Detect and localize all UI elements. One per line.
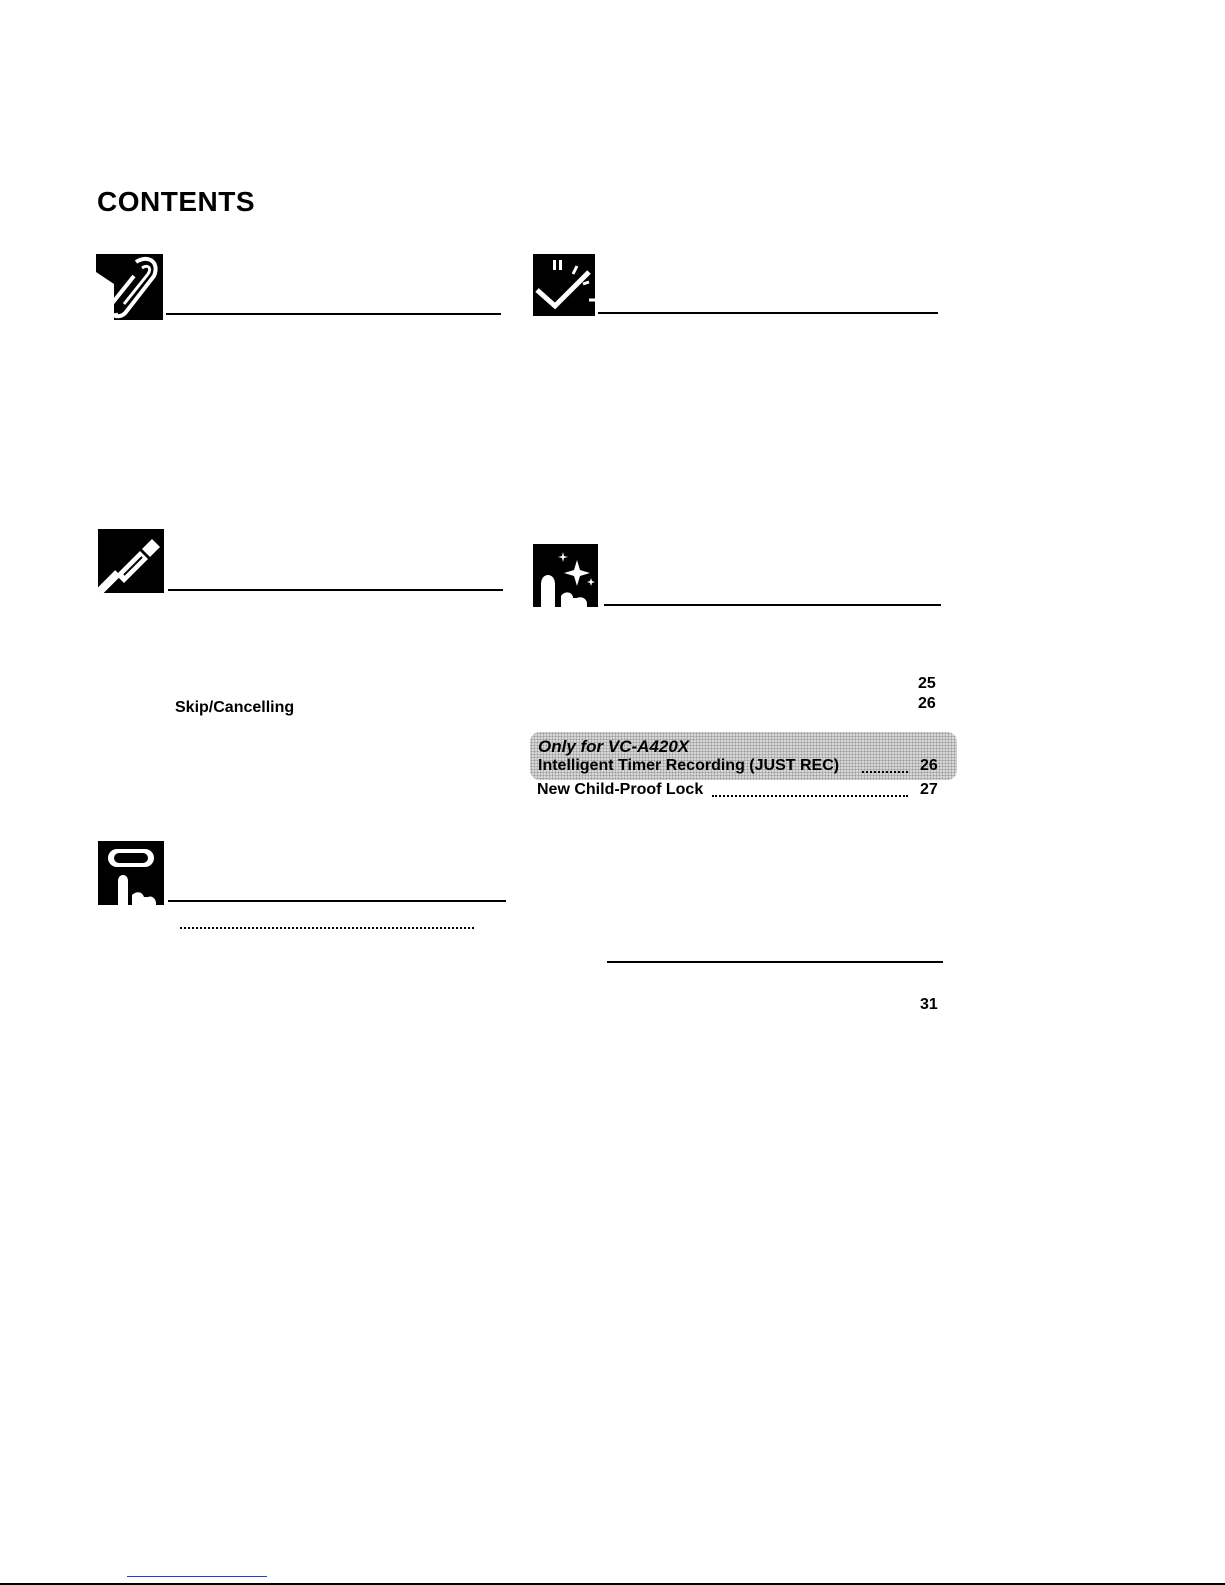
section-rule xyxy=(598,312,938,314)
finger-button-icon xyxy=(98,841,164,905)
model-note: Only for VC-A420X xyxy=(538,737,690,756)
page-number: 26 xyxy=(918,695,936,712)
page-title: CONTENTS xyxy=(97,186,255,217)
page-number: 26 xyxy=(920,757,938,774)
underline-mark xyxy=(127,1576,267,1577)
section-rule xyxy=(168,589,503,591)
paperclip-icon xyxy=(96,254,163,320)
section-rule xyxy=(607,961,943,963)
leader-dots xyxy=(180,927,474,929)
section-rule xyxy=(604,604,941,606)
leader-dots xyxy=(862,771,908,773)
page-number: 27 xyxy=(920,781,938,798)
cable-plug-icon xyxy=(98,529,164,593)
page-number: 25 xyxy=(918,675,936,692)
page-number: 31 xyxy=(920,996,938,1013)
leader-dots xyxy=(712,795,908,797)
toc-item-intelligent-timer xyxy=(538,757,839,775)
clock-check-icon xyxy=(533,254,595,316)
toc-item-label: Intelligent Timer Recording (JUST REC) xyxy=(538,757,840,774)
toc-item-child-proof-lock: New Child-Proof Lock xyxy=(537,781,704,798)
section-rule xyxy=(168,900,506,902)
finger-sparkle-icon xyxy=(533,544,598,607)
toc-item-skip-cancelling: Skip/Cancelling xyxy=(175,699,295,716)
section-rule xyxy=(166,313,501,315)
